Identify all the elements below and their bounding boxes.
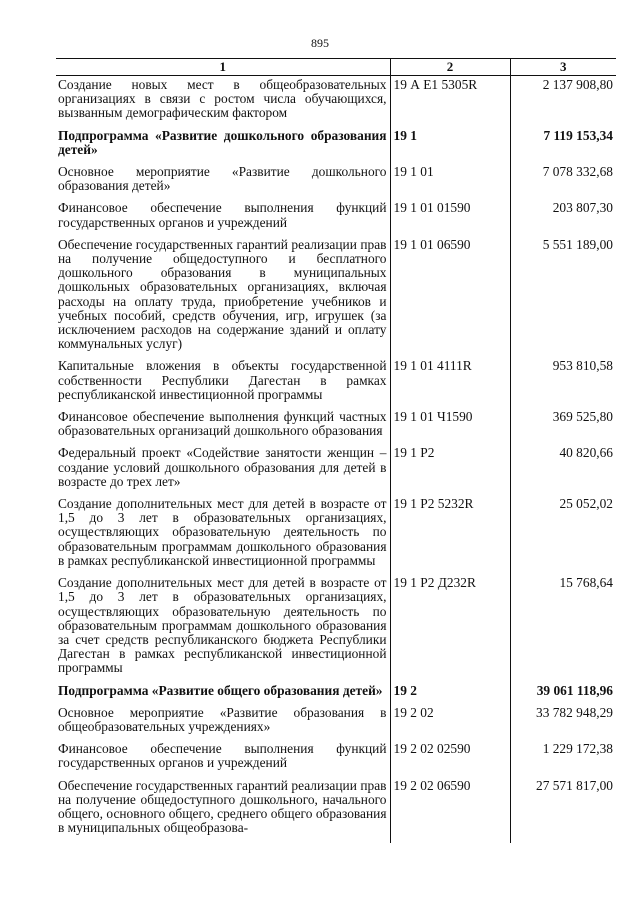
row-amount-cell: 33 782 948,29 (510, 706, 616, 742)
row-name-cell: Подпрограмма «Развитие общего образования детей» (58, 682, 383, 698)
table-row (56, 706, 616, 742)
table-row (56, 684, 616, 706)
row-amount-cell: 5 551 189,00 (510, 238, 616, 360)
row-code-cell: 19 1 01 4111R (390, 359, 510, 410)
table-row (56, 410, 616, 446)
row-name-cell: Финансовое обеспечение выполнения функций государственных органов и учреждений (58, 741, 387, 771)
row-amount-cell: 27 571 817,00 (510, 779, 616, 844)
budget-table (56, 58, 616, 843)
page-number: 895 (311, 36, 329, 50)
row-name-cell: Основное мероприятие «Развитие дошкольного образования детей» (58, 164, 387, 194)
row-amount-cell: 2 137 908,80 (510, 76, 616, 129)
row-name-cell: Подпрограмма «Развитие дошкольного образования детей» (58, 127, 387, 157)
row-code-cell: 19 1 01 01590 (390, 201, 510, 237)
table-row (56, 238, 616, 360)
row-name-cell: Основное мероприятие «Развитие образования в общеобразовательных учреждениях» (58, 704, 387, 734)
row-name-cell: Создание дополнительных мест для детей в возрасте от 1,5 до 3 лет в образовательных организациях, осуществляющих образовательную деятельность по образовательным программам дошкольного образования за счет средств республиканского бюджета Республики Дагестан в рамках республиканской инвестиционной программы (58, 575, 387, 676)
table-row (56, 446, 616, 497)
row-code-cell: 19 1 Р2 Д232R (390, 576, 510, 683)
row-code-cell: 19 2 (390, 684, 510, 706)
row-code-cell: 19 А Е1 5305R (390, 76, 510, 129)
row-name-cell: Капитальные вложения в объекты государственной собственности Республики Дагестан в рамках республиканской инвестиционной программы (58, 358, 387, 402)
row-name-cell: Обеспечение государственных гарантий реализации прав на получение общедоступного дошкольного, начального общего, основного общего, среднего общего образования в муниципальных общеобразова- (58, 777, 387, 836)
column-header-1: 1 (56, 59, 390, 76)
row-code-cell: 19 1 01 06590 (390, 238, 510, 360)
row-name-cell: Обеспечение государственных гарантий реализации прав на получение общедоступного и бесплатного дошкольного образования в муниципальных дошкольных образовательных организациях, включая расходы на оплату труда, приобретение учебников и учебных пособий, средств обучения, игр, игрушек (за исключением расходов на содержание зданий и оплату коммунальных услуг) (58, 236, 387, 352)
row-code-cell: 19 1 01 Ч1590 (390, 410, 510, 446)
column-header-3: 3 (510, 59, 616, 76)
table-row (56, 201, 616, 237)
table-row (56, 76, 616, 129)
row-amount-cell: 39 061 118,96 (510, 684, 616, 706)
table-row (56, 742, 616, 778)
row-amount-cell: 1 229 172,38 (510, 742, 616, 778)
table-row (56, 129, 616, 165)
table-row (56, 779, 616, 844)
row-code-cell: 19 2 02 06590 (390, 779, 510, 844)
row-name-cell: Финансовое обеспечение выполнения функций частных образовательных организаций дошкольного образования (58, 409, 387, 439)
row-amount-cell: 25 052,02 (510, 497, 616, 576)
row-code-cell: 19 1 (390, 129, 510, 165)
row-code-cell: 19 1 Р2 5232R (390, 497, 510, 576)
row-amount-cell: 7 119 153,34 (510, 129, 616, 165)
row-code-cell: 19 2 02 (390, 706, 510, 742)
row-name-cell: Создание новых мест в общеобразовательных организациях в связи с ростом числа обучающихся, вызванным демографическим фактором (58, 77, 387, 121)
table-row (56, 576, 616, 683)
row-amount-cell: 15 768,64 (510, 576, 616, 683)
row-amount-cell: 953 810,58 (510, 359, 616, 410)
column-header-2: 2 (390, 59, 510, 76)
row-name-cell: Финансовое обеспечение выполнения функций государственных органов и учреждений (58, 200, 387, 230)
row-amount-cell: 369 525,80 (510, 410, 616, 446)
row-amount-cell: 203 807,30 (510, 201, 616, 237)
row-name-cell: Федеральный проект «Содействие занятости женщин – создание условий дошкольного образования для детей в возрасте до трех лет» (58, 445, 387, 489)
table-header-row (56, 59, 616, 76)
table-row (56, 497, 616, 576)
table-row (56, 359, 616, 410)
row-code-cell: 19 2 02 02590 (390, 742, 510, 778)
row-code-cell: 19 1 Р2 (390, 446, 510, 497)
table-body (56, 76, 616, 844)
row-name-cell: Создание дополнительных мест для детей в возрасте от 1,5 до 3 лет в образовательных организациях, осуществляющих образовательную деятельность по образовательным программам дошкольного образования в рамках республиканской инвестиционной программы (58, 496, 387, 568)
row-amount-cell: 7 078 332,68 (510, 165, 616, 201)
table-row (56, 165, 616, 201)
row-amount-cell: 40 820,66 (510, 446, 616, 497)
row-code-cell: 19 1 01 (390, 165, 510, 201)
